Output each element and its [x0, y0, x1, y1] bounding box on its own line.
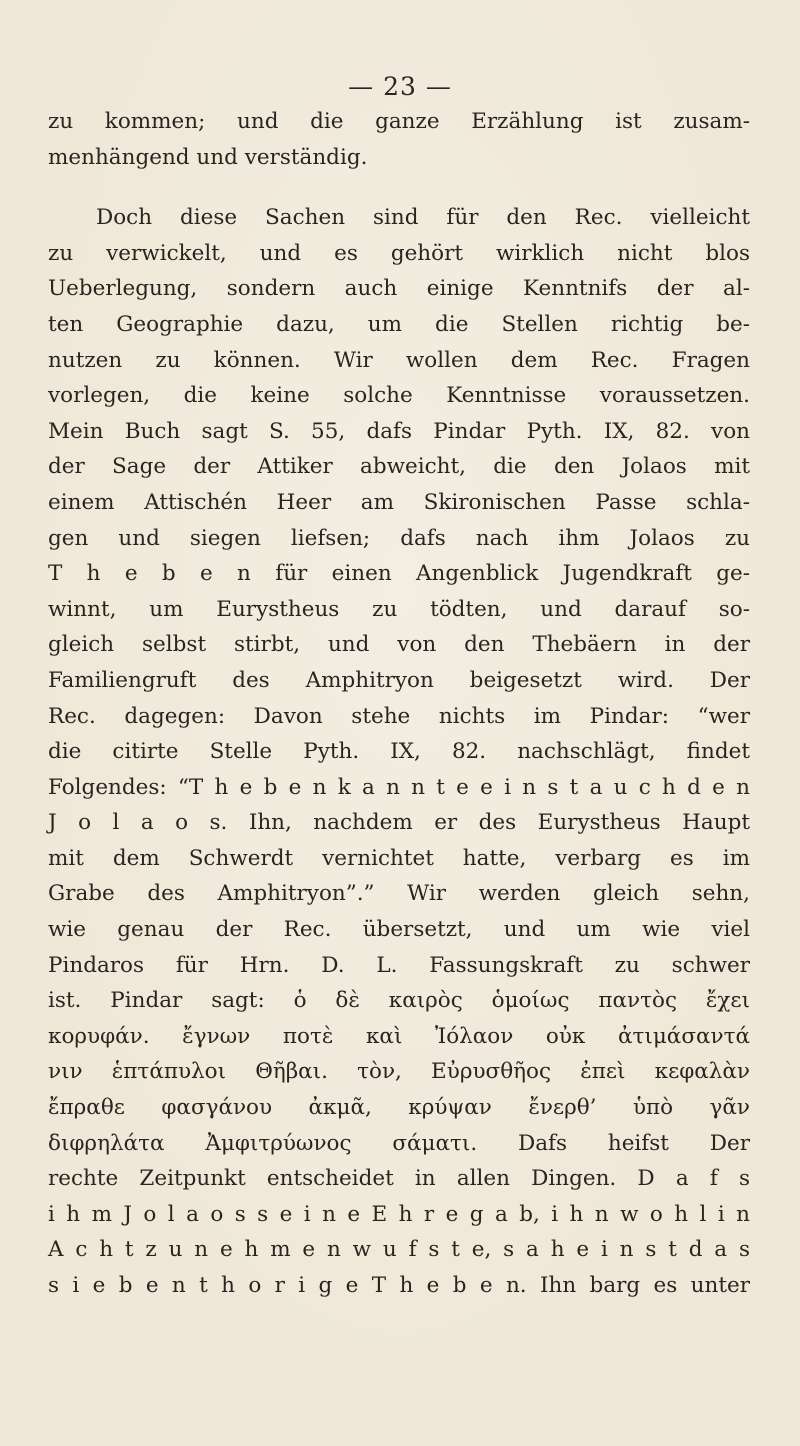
text-line: mit dem Schwerdt vernichtet hatte, verbarg es im [48, 845, 750, 871]
text-line: Doch diese Sachen sind für den Rec. vielleicht [96, 205, 750, 231]
text-line: κορυφάν. ἔγνων ποτὲ καὶ Ἰόλαον οὐκ ἀτιμάσαντά [48, 1023, 750, 1049]
text-line: zu verwickelt, und es gehört wirklich nicht blos [48, 240, 750, 266]
text-line: zu kommen; und die ganze Erzählung ist zusam- [48, 109, 750, 134]
text-line: A c h t z u n e h m e n w u f s t e, s a h e i n s t d a s [48, 1237, 750, 1263]
text-line: gen und siegen liefsen; dafs nach ihm Jolaos zu [48, 525, 750, 551]
text-line: einem Attischén Heer am Skironischen Passe schla- [48, 489, 750, 515]
text-line: Grabe des Amphitryon”.” Wir werden gleich sehn, [48, 881, 750, 907]
text-line: Familiengruft des Amphitryon beigesetzt wird. Der [48, 667, 750, 693]
text-line: wie genau der Rec. übersetzt, und um wie viel [48, 917, 750, 943]
text-line: νιν ἑπτάπυλοι Θῆβαι. τὸν, Εὐρυσθῆος ἐπεὶ κεφαλὰν [48, 1059, 750, 1085]
text-line: nutzen zu können. Wir wollen dem Rec. Fragen [48, 347, 750, 373]
paragraph-1 [48, 104, 750, 175]
text-line: menhängend und verständig. [48, 144, 368, 170]
text-line: J o l a o s. Ihn, nachdem er des Eurystheus Haupt [48, 810, 750, 836]
text-line: i h m J o l a o s s e i n e E h r e g a b, i h n w o h l i n [48, 1201, 750, 1227]
body-text [48, 104, 750, 1304]
text-line: ten Geographie dazu, um die Stellen richtig be- [48, 311, 750, 337]
text-line: Mein Buch sagt S. 55, dafs Pindar Pyth. IX, 82. von [48, 418, 750, 444]
text-line: διφρηλάτα Ἀμφιτρύωνος σάματι. Dafs heifst Der [48, 1130, 750, 1156]
text-line: gleich selbst stirbt, und von den Thebäern in der [48, 632, 750, 658]
text-line: winnt, um Eurystheus zu tödten, und darauf so- [48, 596, 750, 622]
text-line: die citirte Stelle Pyth. IX, 82. nachschlägt, findet [48, 739, 750, 765]
text-line: Ueberlegung, sondern auch einige Kenntnifs der al- [48, 276, 750, 302]
text-line: der Sage der Attiker abweicht, die den Jolaos mit [48, 454, 750, 480]
paragraph-2 [48, 200, 750, 1303]
text-line: ἔπραθε φασγάνου ἀκμᾶ, κρύψαν ἔνερθ’ ὑπὸ γᾶν [48, 1095, 750, 1121]
text-line: s i e b e n t h o r i g e T h e b e n. Ihn barg es unter [48, 1273, 750, 1298]
text-line: rechte Zeitpunkt entscheidet in allen Dingen. D a f s [48, 1166, 750, 1192]
text-line: Rec. dagegen: Davon stehe nichts im Pindar: “wer [48, 703, 750, 729]
page-number: — 23 — [348, 72, 452, 101]
text-line: ist. Pindar sagt: ὁ δὲ καιρὸς ὁμοίως παντὸς ἔχει [48, 988, 750, 1014]
text-line: T h e b e n für einen Angenblick Jugendkraft ge- [48, 561, 750, 587]
text-line: Pindaros für Hrn. D. L. Fassungskraft zu schwer [48, 952, 750, 978]
paragraph-gap [48, 175, 750, 200]
text-line: Folgendes: “T h e b e n k a n n t e e i n s t a u c h d e n [48, 774, 750, 800]
text-line: vorlegen, die keine solche Kenntnisse voraussetzen. [48, 383, 750, 409]
